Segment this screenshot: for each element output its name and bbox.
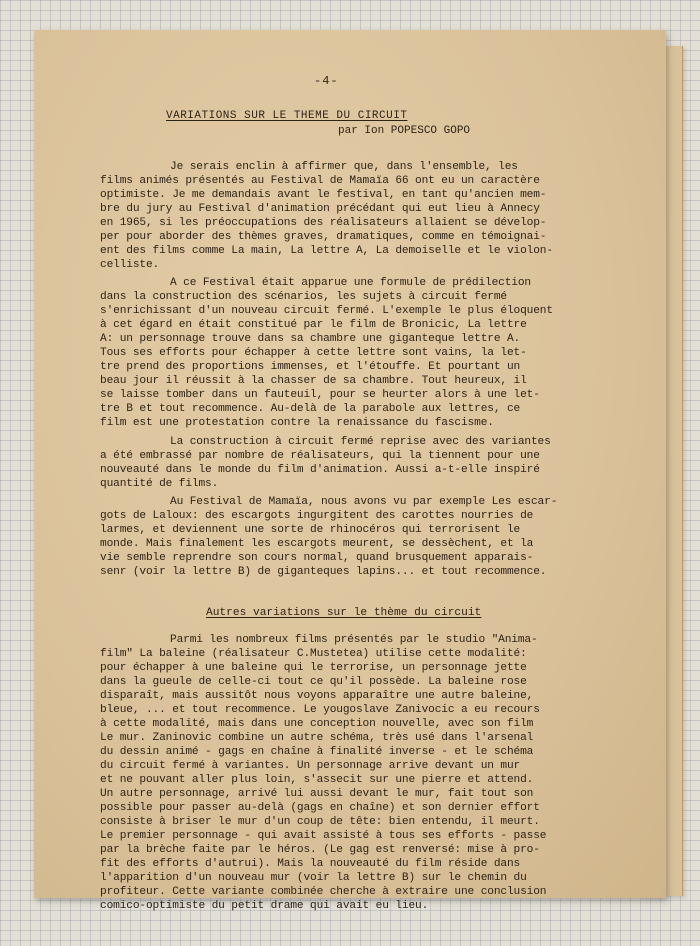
text-line: en 1965, si les préoccupations des réalisateurs allaient se dévelop- [100,217,547,229]
text-line: A: un personnage trouve dans sa chambre une giganteque lettre A. [100,333,521,345]
text-line: pour échapper à une baleine qui le terrorise, un personnage jette [100,662,527,674]
text-line: larmes, et deviennent une sorte de rhinocéros qui terrorisent le [100,524,521,536]
text-line: optimiste. Je me demandais avant le festival, en tant qu'ancien mem- [100,189,547,201]
text-line: consiste à briser le mur d'un coup de tête: bien entendu, il meurt. [100,816,540,828]
text-line: à cet égard en était constitué par le film de Bronicic, La lettre [100,319,527,331]
text-line: celliste. [100,259,160,271]
text-line: gots de Laloux: des escargots ingurgitent des carottes nourries de [100,510,534,522]
document-page [34,30,666,912]
text-line: Je serais enclin à affirmer que, dans l'ensemble, les [170,161,518,173]
text-line: tre B et tout recommence. Au-delà de la parabole aux lettres, ce [100,403,521,415]
text-line: Le premier personnage - qui avait assisté à tous ses efforts - passe [100,830,547,842]
text-line: l'apparition d'un nouveau mur (voir la lettre B) sur le chemin du [100,872,527,884]
text-line: possible pour passer au-delà (gags en chaîne) et son dernier effort [100,802,540,814]
text-line: profiteur. Cette variante combinée cherche à extraire une conclusion [100,886,547,898]
text-line: bleue, ... et tout recommence. Le yougoslave Zanivocic a eu recours [100,704,540,716]
text-line: du circuit fermé à variantes. Un personnage arrive devant un mur [100,760,521,772]
text-line: par la brèche faite par le héros. (Le gag est renversé: mise à pro- [100,844,540,856]
text-line: disparaît, mais aussitôt nous voyons apparaître une autre baleine, [100,690,534,702]
text-line: a été embrassé par nombre de réalisateurs, qui la tiennent pour une [100,450,540,462]
text-line: tre prend des proportions immenses, et l'étouffe. Et pourtant un [100,361,521,373]
text-line: quantité de films. [100,478,219,490]
text-line: bre du jury au Festival d'animation précédant qui eut lieu à Annecy [100,203,540,215]
text-line: comico-optimiste du petit drame qui avait eu lieu. [100,900,429,912]
text-line: à cette modalité, mais dans une conception nouvelle, avec son film [100,718,534,730]
text-line: dans la construction des scénarios, les sujets à circuit fermé [100,291,507,303]
article-title: VARIATIONS SUR LE THEME DU CIRCUIT [166,110,408,122]
text-line: ent des films comme La main, La lettre A, La demoiselle et le violon- [100,245,553,257]
text-line: du dessin animé - gags en chaîne à finalité inverse - et le schéma [100,746,534,758]
text-line: film est une protestation contre la renaissance du fascisme. [100,417,494,429]
text-line: films animés présentés au Festival de Mamaïa 66 ont eu un caractère [100,175,540,187]
article-byline: par Ion POPESCO GOPO [338,125,471,137]
text-line: monde. Mais finalement les escargots meurent, se dessèchent, et la [100,538,534,550]
text-line: Un autre personnage, arrivé lui aussi devant le mur, fait tout son [100,788,534,800]
text-line: s'enrichissant d'un nouveau circuit fermé. L'exemple le plus éloquent [100,305,553,317]
text-line: et ne pouvant aller plus loin, s'assecit sur une pierre et attend. [100,774,534,786]
text-line: Tous ses efforts pour échapper à cette lettre sont vains, la let- [100,347,527,359]
text-line: per pour aborder des thèmes graves, dramatiques, comme en témoignai- [100,231,547,243]
text-line: Le mur. Zaninovic combine un autre schéma, très usé dans l'arsenal [100,732,534,744]
text-line: fit des efforts d'autrui). Mais la nouveauté du film réside dans [100,858,521,870]
text-line: senr (voir la lettre B) de giganteques lapins... et tout recommence. [100,566,547,578]
text-line: se laisse tomber dans un fauteuil, pour se heurter alors à une let- [100,389,540,401]
page-number: -4- [314,74,339,88]
text-line: La construction à circuit fermé reprise avec des variantes [170,436,551,448]
text-line: beau jour il réussit à la chasser de sa chambre. Tout heureux, il [100,375,527,387]
text-line: nouveauté dans le monde du film d'animation. Aussi a-t-elle inspiré [100,464,540,476]
text-line: film" La baleine (réalisateur C.Mustetea) utilise cette modalité: [100,648,527,660]
text-line: dans la gueule de celle-ci tout ce qu'il possède. La baleine rose [100,676,527,688]
section-subheading: Autres variations sur le thème du circuit [206,607,482,619]
text-line: vie semble reprendre son cours normal, quand brusquement apparais- [100,552,534,564]
text-line: A ce Festival était apparue une formule de prédilection [170,277,531,289]
text-line: Parmi les nombreux films présentés par le studio "Anima- [170,634,538,646]
text-line: Au Festival de Mamaïa, nous avons vu par exemple Les escar- [170,496,558,508]
